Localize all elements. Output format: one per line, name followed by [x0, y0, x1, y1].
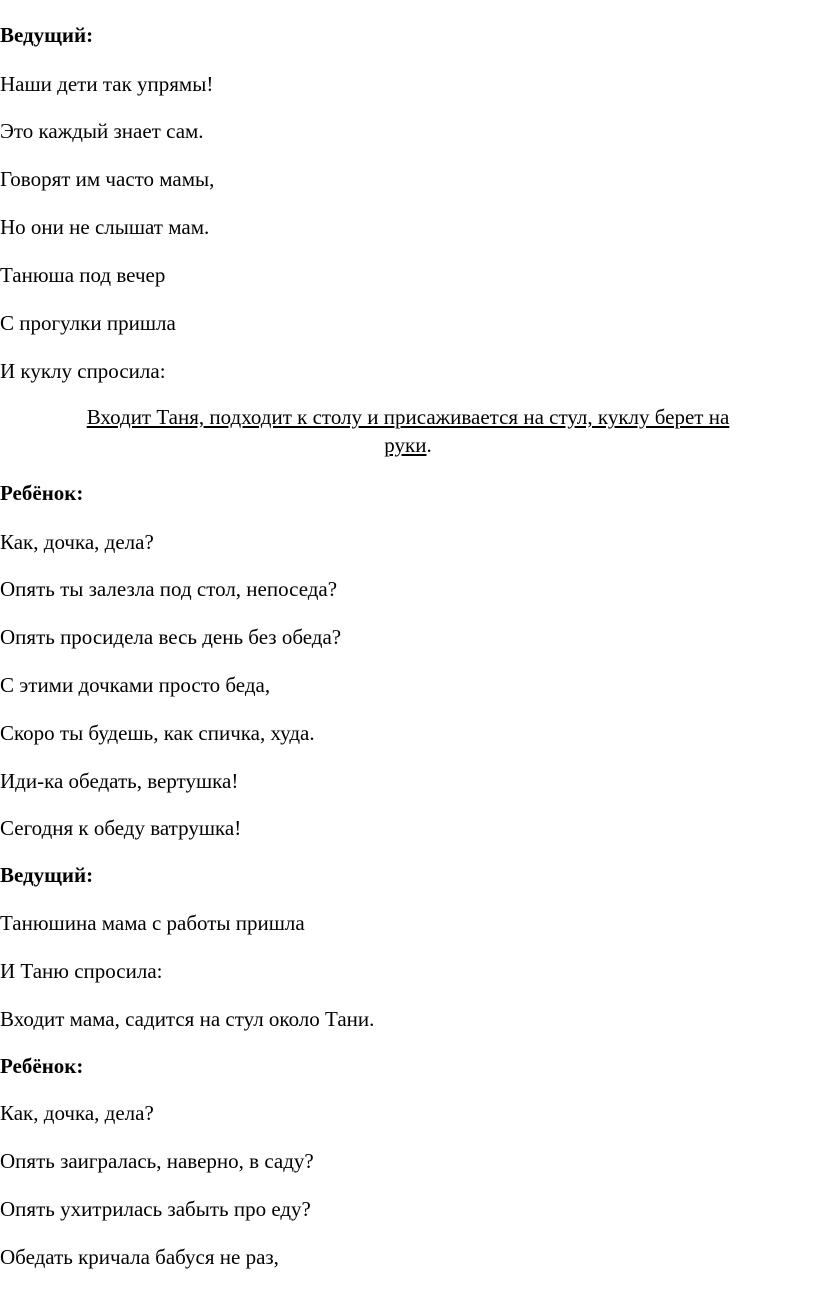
verse-line: Опять ты залезла под стол, непоседа? [0, 577, 338, 601]
verse-line: Опять просидела весь день без обеда? [0, 625, 342, 649]
verse-line: Входит мама, садится на стул около Тани. [0, 1007, 375, 1031]
verse-line: Сегодня к обеду ватрушка! [0, 816, 242, 840]
verse-line: И Таню спросила: [0, 959, 163, 983]
verse-line: Иди-ка обедать, вертушка! [0, 769, 239, 793]
verse-line: Наши дети так упрямы! [0, 72, 214, 96]
verse-line: И куклу спросила: [0, 359, 166, 383]
speaker-label: Ведущий: [0, 863, 94, 887]
speaker-label: Ребёнок: [0, 481, 84, 505]
verse-line: Обедать кричала бабуся не раз, [0, 1245, 279, 1269]
verse-line: Опять ухитрилась забыть про еду? [0, 1197, 311, 1221]
verse-line: Танюша под вечер [0, 263, 166, 287]
verse-line: С прогулки пришла [0, 311, 176, 335]
verse-line: Говорят им часто мамы, [0, 167, 215, 191]
verse-line: Но они не слышат мам. [0, 215, 210, 239]
stage-direction [0, 403, 816, 459]
verse-line: Скоро ты будешь, как спичка, худа. [0, 721, 315, 745]
stage-direction-underlined-word: руки [384, 433, 427, 457]
stage-direction-punctuation: . [426, 433, 432, 457]
verse-line: С этими дочками просто беда, [0, 673, 271, 697]
verse-line: Как, дочка, дела? [0, 530, 154, 554]
stage-direction-line1: Входит Таня, подходит к столу и присаживается на стул, куклу берет на [86, 405, 730, 429]
verse-line: Опять заигралась, наверно, в саду? [0, 1149, 314, 1173]
verse-line: Как, дочка, дела? [0, 1101, 154, 1125]
speaker-label: Ведущий: [0, 23, 94, 47]
verse-line: Это каждый знает сам. [0, 119, 204, 143]
verse-line: Танюшина мама с работы пришла [0, 911, 305, 935]
speaker-label: Ребёнок: [0, 1054, 84, 1078]
